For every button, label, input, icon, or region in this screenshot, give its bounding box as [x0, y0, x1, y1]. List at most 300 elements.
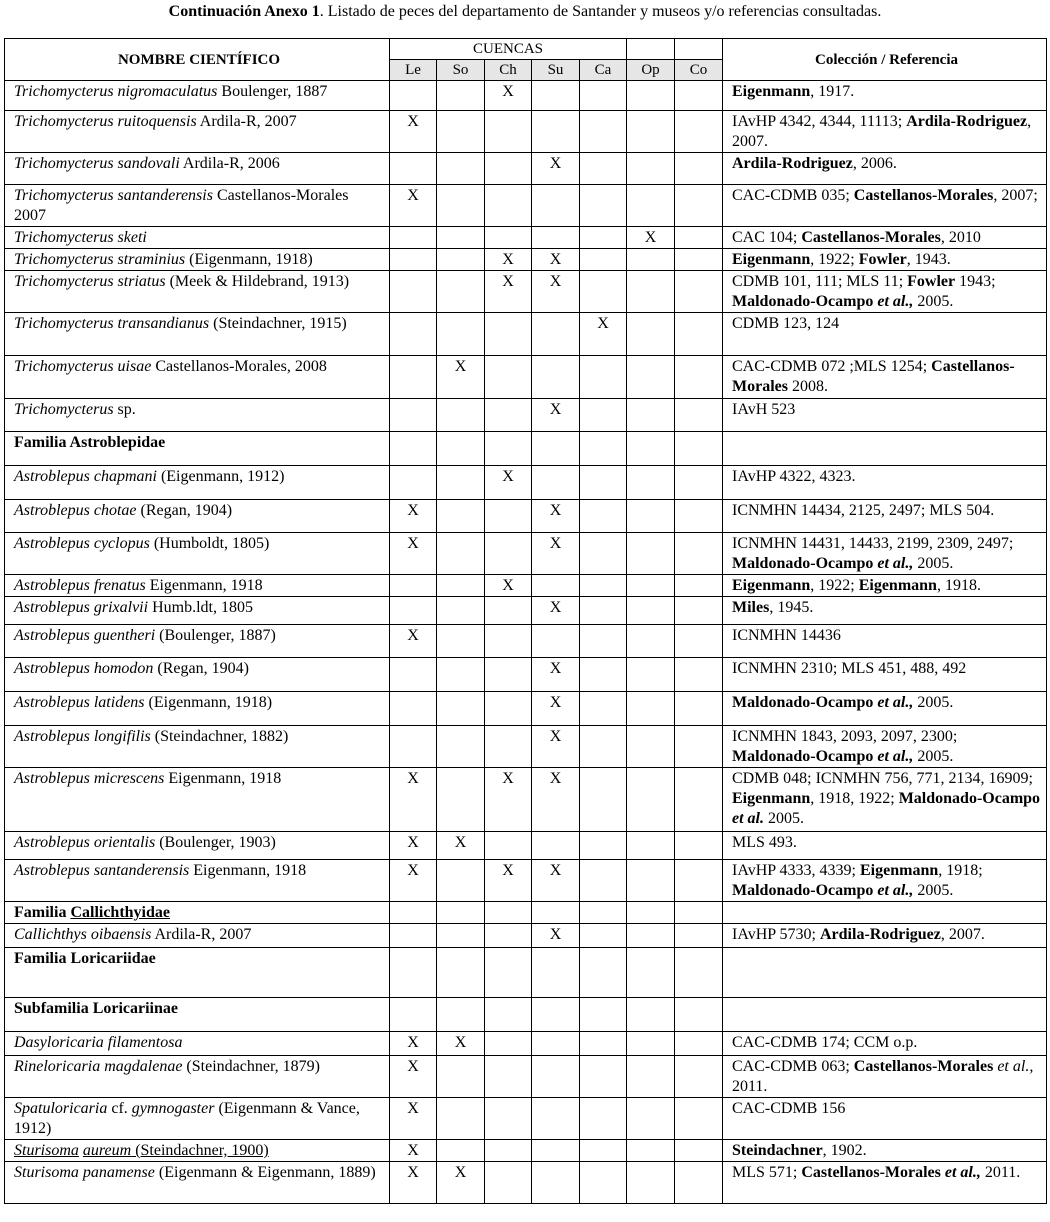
scientific-name-cell — [5, 533, 390, 575]
text-run: (Eigenmann, 1918) — [144, 694, 273, 711]
text-run: CAC-CDMB 072 ;MLS 1254; — [732, 358, 932, 375]
scientific-name-cell — [5, 658, 390, 692]
header-reference: Colección / Referencia — [723, 39, 1047, 81]
basin-cell-ch: X — [485, 575, 532, 597]
basin-cell-co — [675, 658, 723, 692]
text-run: Astroblepus frenatus — [14, 577, 146, 594]
basin-cell-ca — [580, 1032, 627, 1056]
basin-cell-le: X — [390, 500, 437, 533]
reference-cell — [723, 227, 1047, 249]
basin-cell-le — [390, 658, 437, 692]
text-run: Dasyloricaria filamentosa — [14, 1034, 183, 1051]
basin-cell-le: X — [390, 1162, 437, 1204]
basin-cell-op — [627, 185, 675, 227]
header-basin-ca: Ca — [580, 60, 627, 81]
scientific-name-cell — [5, 185, 390, 227]
basin-cell-so — [437, 768, 485, 832]
basin-cell-le — [390, 998, 437, 1032]
text-run: ICNMHN 2310; MLS 451, 488, 492 — [732, 660, 967, 677]
basin-cell-le — [390, 575, 437, 597]
text-run: Maldonado-Ocampo — [732, 293, 878, 310]
basin-cell-le: X — [390, 111, 437, 153]
text-run: , 1943. — [906, 251, 951, 268]
basin-cell-su: X — [532, 153, 580, 185]
basin-cell-co — [675, 1032, 723, 1056]
basin-cell-ch — [485, 902, 532, 924]
basin-cell-op — [627, 81, 675, 111]
text-run: et al., — [944, 1164, 981, 1181]
table-row — [5, 185, 1047, 227]
basin-cell-op — [627, 575, 675, 597]
basin-cell-ca — [580, 1056, 627, 1098]
basin-cell-ch — [485, 432, 532, 466]
basin-cell-ca: X — [580, 313, 627, 356]
basin-cell-le — [390, 902, 437, 924]
basin-cell-ch — [485, 1098, 532, 1140]
basin-cell-so: X — [437, 1032, 485, 1056]
reference-cell — [723, 271, 1047, 313]
text-run: Trichomycterus nigromaculatus — [14, 83, 218, 100]
table-row — [5, 153, 1047, 185]
text-run: 2005. — [913, 694, 954, 711]
reference-cell — [723, 658, 1047, 692]
basin-cell-le: X — [390, 832, 437, 860]
basin-cell-so: X — [437, 832, 485, 860]
basin-cell-op — [627, 1140, 675, 1162]
basin-cell-su — [532, 1032, 580, 1056]
text-run: , 2007. — [940, 926, 985, 943]
scientific-name-cell — [5, 726, 390, 768]
basin-cell-su — [532, 356, 580, 399]
family-row — [5, 948, 1047, 998]
basin-cell-ch — [485, 500, 532, 533]
basin-cell-so — [437, 1140, 485, 1162]
basin-cell-ch — [485, 597, 532, 625]
basin-cell-ch: X — [485, 271, 532, 313]
basin-cell-ch — [485, 313, 532, 356]
reference-cell — [723, 726, 1047, 768]
table-row — [5, 597, 1047, 625]
basin-cell-co — [675, 692, 723, 726]
basin-cell-op — [627, 271, 675, 313]
scientific-name-cell — [5, 500, 390, 533]
family-row — [5, 998, 1047, 1032]
text-run: , 2007. — [732, 113, 1032, 150]
basin-cell-so — [437, 185, 485, 227]
table-row — [5, 1140, 1047, 1162]
text-run: CAC-CDMB 035; — [732, 187, 854, 204]
text-run: Astroblepus micrescens — [14, 770, 165, 787]
basin-cell-ch — [485, 692, 532, 726]
text-run: Eigenmann — [732, 790, 811, 807]
table-row — [5, 1032, 1047, 1056]
text-run: Ardila-Rodriguez — [820, 926, 941, 943]
text-run: Eigenmann — [732, 251, 811, 268]
basin-cell-so: X — [437, 1162, 485, 1204]
text-run: , 1902. — [822, 1142, 867, 1159]
table-row — [5, 533, 1047, 575]
basin-cell-su: X — [532, 500, 580, 533]
basin-cell-ch — [485, 625, 532, 658]
basin-cell-ca — [580, 399, 627, 432]
basin-cell-ch: X — [485, 768, 532, 832]
scientific-name-cell — [5, 625, 390, 658]
basin-cell-op — [627, 924, 675, 948]
text-run: (Steindachner, 1915) — [209, 315, 347, 332]
text-run: (Boulenger, 1887) — [155, 627, 276, 644]
text-run: CAC-CDMB 063; — [732, 1058, 854, 1075]
basin-cell-so — [437, 692, 485, 726]
table-row — [5, 466, 1047, 500]
basin-cell-op — [627, 399, 675, 432]
text-run: et al., — [877, 293, 914, 310]
basin-cell-ca — [580, 658, 627, 692]
text-run: Astroblepus chapmani — [14, 468, 157, 485]
basin-cell-co — [675, 432, 723, 466]
scientific-name-cell — [5, 466, 390, 500]
text-run: Trichomycterus sketi — [14, 229, 147, 246]
basin-cell-ca — [580, 924, 627, 948]
basin-cell-so — [437, 998, 485, 1032]
reference-cell — [723, 860, 1047, 902]
basin-cell-le — [390, 597, 437, 625]
text-run: Familia — [14, 904, 71, 921]
basin-cell-le — [390, 81, 437, 111]
scientific-name-cell — [5, 356, 390, 399]
text-run: Astroblepus guentheri — [14, 627, 156, 644]
header-basin-le: Le — [390, 60, 437, 81]
reference-cell — [723, 249, 1047, 271]
basin-cell-op — [627, 832, 675, 860]
basin-cell-ch — [485, 948, 532, 998]
basin-cell-ca — [580, 249, 627, 271]
text-run: Rineloricaria magdalenae — [14, 1058, 183, 1075]
reference-cell — [723, 399, 1047, 432]
text-run: Castellanos-Morales — [801, 229, 941, 246]
reference-cell — [723, 466, 1047, 500]
scientific-name-cell — [5, 271, 390, 313]
text-run: IAvH 523 — [732, 401, 796, 418]
text-run: Castellanos-Morales, 2008 — [151, 358, 327, 375]
text-run: Subfamilia Loricariinae — [14, 1000, 178, 1017]
basin-cell-ch — [485, 726, 532, 768]
reference-cell — [723, 356, 1047, 399]
text-run: Astroblepus orientalis — [14, 834, 156, 851]
basin-cell-su: X — [532, 597, 580, 625]
basin-cell-so — [437, 948, 485, 998]
table-row — [5, 726, 1047, 768]
basin-cell-so — [437, 81, 485, 111]
basin-cell-so — [437, 533, 485, 575]
text-run: et al., — [877, 748, 914, 765]
basin-cell-su — [532, 432, 580, 466]
table-row — [5, 575, 1047, 597]
basin-cell-op — [627, 1056, 675, 1098]
scientific-name-cell — [5, 1162, 390, 1204]
basin-cell-co — [675, 1056, 723, 1098]
text-run: Trichomycterus ruitoquensis — [14, 113, 197, 130]
basin-cell-su — [532, 625, 580, 658]
basin-cell-su: X — [532, 726, 580, 768]
basin-cell-le: X — [390, 1032, 437, 1056]
basin-cell-op — [627, 111, 675, 153]
basin-cell-ca — [580, 998, 627, 1032]
species-table — [4, 38, 1047, 1204]
basin-cell-co — [675, 860, 723, 902]
text-run: Sturisoma — [14, 1142, 79, 1159]
family-row — [5, 432, 1047, 466]
text-run: Trichomycterus striatus — [14, 273, 166, 290]
basin-cell-ch — [485, 1162, 532, 1204]
text-run: , 1918, 1922; — [810, 790, 899, 807]
table-row — [5, 313, 1047, 356]
basin-cell-su: X — [532, 768, 580, 832]
basin-cell-op — [627, 768, 675, 832]
reference-cell — [723, 185, 1047, 227]
reference-cell — [723, 1032, 1047, 1056]
scientific-name-cell — [5, 111, 390, 153]
basin-cell-op — [627, 860, 675, 902]
basin-cell-le — [390, 924, 437, 948]
basin-cell-ca — [580, 948, 627, 998]
scientific-name-cell — [5, 692, 390, 726]
text-run: Castellanos-Morales — [801, 1164, 945, 1181]
basin-cell-ch — [485, 153, 532, 185]
text-run: (Eigenmann, 1912) — [156, 468, 285, 485]
basin-cell-so — [437, 153, 485, 185]
text-run: IAvHP 4342, 4344, 11113; — [732, 113, 907, 130]
basin-cell-ch — [485, 1056, 532, 1098]
reference-cell — [723, 575, 1047, 597]
reference-cell — [723, 111, 1047, 153]
text-run: (Humboldt, 1805) — [149, 535, 270, 552]
basin-cell-ch — [485, 1032, 532, 1056]
basin-cell-op — [627, 313, 675, 356]
basin-cell-le: X — [390, 768, 437, 832]
text-run: Astroblepus homodon — [14, 660, 154, 677]
basin-cell-so: X — [437, 356, 485, 399]
basin-cell-so — [437, 726, 485, 768]
text-run: et al., — [877, 555, 914, 572]
table-row — [5, 625, 1047, 658]
basin-cell-ch — [485, 1140, 532, 1162]
scientific-name-cell — [5, 1056, 390, 1098]
basin-cell-co — [675, 625, 723, 658]
basin-cell-op — [627, 500, 675, 533]
basin-cell-co — [675, 313, 723, 356]
basin-cell-ca — [580, 692, 627, 726]
basin-cell-op: X — [627, 227, 675, 249]
basin-cell-su — [532, 1056, 580, 1098]
text-run: Castellanos-Morales — [853, 187, 994, 204]
basin-cell-co — [675, 726, 723, 768]
text-run: Trichomycterus — [14, 401, 114, 418]
basin-cell-le: X — [390, 1056, 437, 1098]
basin-cell-ch — [485, 185, 532, 227]
text-run: et al. — [732, 810, 764, 827]
text-run: Callichthys oibaensis — [14, 926, 152, 943]
header-blank-op — [627, 39, 675, 60]
caption-text: . Listado de peces del departamento de Santander y museos y/o referencias consultadas. — [319, 3, 882, 20]
text-run: , 1917. — [810, 83, 855, 100]
basin-cell-ca — [580, 185, 627, 227]
text-run: IAvHP 4333, 4339; — [732, 862, 860, 879]
basin-cell-co — [675, 768, 723, 832]
basin-cell-op — [627, 902, 675, 924]
basin-cell-co — [675, 111, 723, 153]
text-run: (Eigenmann & Eigenmann, 1889) — [154, 1164, 376, 1181]
basin-cell-su — [532, 948, 580, 998]
scientific-name-cell — [5, 1032, 390, 1056]
text-run: Maldonado-Ocampo — [732, 555, 878, 572]
basin-cell-so — [437, 860, 485, 902]
scientific-name-cell — [5, 153, 390, 185]
text-run: CDMB 123, 124 — [732, 315, 840, 332]
basin-cell-su: X — [532, 692, 580, 726]
text-run: 2005. — [913, 293, 954, 310]
basin-cell-so — [437, 500, 485, 533]
basin-cell-co — [675, 1098, 723, 1140]
reference-cell — [723, 597, 1047, 625]
basin-cell-ch — [485, 924, 532, 948]
text-run: Trichomycterus transandianus — [14, 315, 210, 332]
basin-cell-co — [675, 227, 723, 249]
header-scientific-name: NOMBRE CIENTÍFICO — [5, 39, 390, 81]
basin-cell-ca — [580, 1098, 627, 1140]
basin-cell-op — [627, 533, 675, 575]
reference-cell — [723, 832, 1047, 860]
text-run: , 2006. — [852, 155, 897, 172]
basin-cell-ca — [580, 466, 627, 500]
basin-cell-ch — [485, 111, 532, 153]
scientific-name-cell — [5, 575, 390, 597]
scientific-name-cell — [5, 597, 390, 625]
text-run: , 2007; — [993, 187, 1038, 204]
basin-cell-co — [675, 399, 723, 432]
text-run: Eigenmann — [732, 577, 811, 594]
reference-cell — [723, 1056, 1047, 1098]
basin-cell-ca — [580, 111, 627, 153]
scientific-name-cell — [5, 1098, 390, 1140]
basin-cell-ca — [580, 768, 627, 832]
basin-cell-le — [390, 432, 437, 466]
basin-cell-ch — [485, 356, 532, 399]
reference-cell — [723, 998, 1047, 1032]
basin-cell-op — [627, 1162, 675, 1204]
text-run: 2008. — [787, 378, 828, 395]
reference-cell — [723, 313, 1047, 356]
text-run: gymnogaster — [131, 1100, 215, 1117]
basin-cell-op — [627, 625, 675, 658]
basin-cell-so — [437, 597, 485, 625]
basin-cell-su: X — [532, 860, 580, 902]
scientific-name-cell — [5, 768, 390, 832]
table-row — [5, 1098, 1047, 1140]
table-caption — [0, 0, 1050, 23]
caption-title: Continuación Anexo 1 — [168, 3, 320, 20]
basin-cell-le: X — [390, 1098, 437, 1140]
text-run: CAC 104; — [732, 229, 802, 246]
basin-cell-su — [532, 1162, 580, 1204]
basin-cell-ca — [580, 1162, 627, 1204]
header-basin-ch: Ch — [485, 60, 532, 81]
text-run: (Regan, 1904) — [153, 660, 249, 677]
text-run: Trichomycterus santanderensis — [14, 187, 213, 204]
text-run: Boulenger, 1887 — [217, 83, 328, 100]
reference-cell — [723, 1098, 1047, 1140]
basin-cell-co — [675, 356, 723, 399]
text-run: CAC-CDMB 156 — [732, 1100, 846, 1117]
text-run: MLS 493. — [732, 834, 797, 851]
text-run: 1943; — [955, 273, 996, 290]
basin-cell-ca — [580, 432, 627, 466]
header-basin-so: So — [437, 60, 485, 81]
basin-cell-ca — [580, 81, 627, 111]
basin-cell-le — [390, 271, 437, 313]
basin-cell-so — [437, 399, 485, 432]
basin-cell-co — [675, 1140, 723, 1162]
header-basin-op: Op — [627, 60, 675, 81]
basin-cell-su: X — [532, 924, 580, 948]
text-run: Castellanos-Morales — [853, 1058, 998, 1075]
text-run: et al., — [877, 694, 914, 711]
basin-cell-op — [627, 356, 675, 399]
text-run: Ardila-Rodriguez — [906, 113, 1028, 130]
basin-cell-su — [532, 466, 580, 500]
text-run: ICNMHN 1843, 2093, 2097, 2300; — [732, 728, 958, 745]
header-basin-co: Co — [675, 60, 723, 81]
basin-cell-le: X — [390, 860, 437, 902]
basin-cell-so — [437, 271, 485, 313]
text-run: Ardila-R, 2007 — [196, 113, 297, 130]
text-run: sp. — [113, 401, 136, 418]
reference-cell — [723, 948, 1047, 998]
basin-cell-su: X — [532, 249, 580, 271]
reference-cell — [723, 1140, 1047, 1162]
basin-cell-le — [390, 356, 437, 399]
basin-cell-op — [627, 1098, 675, 1140]
text-run: Trichomycterus straminius — [14, 251, 186, 268]
text-run: CDMB 048; ICNMHN 756, 771, 2134, 16909; — [732, 770, 1033, 787]
basin-cell-ch — [485, 399, 532, 432]
text-run: Sturisoma panamense — [14, 1164, 155, 1181]
basin-cell-ch — [485, 227, 532, 249]
basin-cell-so — [437, 313, 485, 356]
text-run: , 1922; — [810, 577, 859, 594]
basin-cell-su — [532, 227, 580, 249]
basin-cell-co — [675, 1162, 723, 1204]
basin-cell-ca — [580, 575, 627, 597]
table-row — [5, 692, 1047, 726]
basin-cell-ch — [485, 658, 532, 692]
basin-cell-ca — [580, 533, 627, 575]
basin-cell-co — [675, 948, 723, 998]
basin-cell-su: X — [532, 399, 580, 432]
basin-cell-op — [627, 1032, 675, 1056]
text-run: Ardila-R, 2007 — [151, 926, 252, 943]
scientific-name-cell — [5, 227, 390, 249]
text-run: CAC-CDMB 174; CCM o.p. — [732, 1034, 918, 1051]
reference-cell — [723, 902, 1047, 924]
text-run: Astroblepus chotae — [14, 502, 137, 519]
text-run: aureum — [82, 1142, 132, 1159]
text-run: Familia Loricariidae — [14, 950, 156, 967]
table-row — [5, 356, 1047, 399]
text-run: (Eigenmann, 1918) — [185, 251, 313, 268]
basin-cell-op — [627, 597, 675, 625]
scientific-name-cell — [5, 81, 390, 111]
text-run: Astroblepus latidens — [14, 694, 145, 711]
